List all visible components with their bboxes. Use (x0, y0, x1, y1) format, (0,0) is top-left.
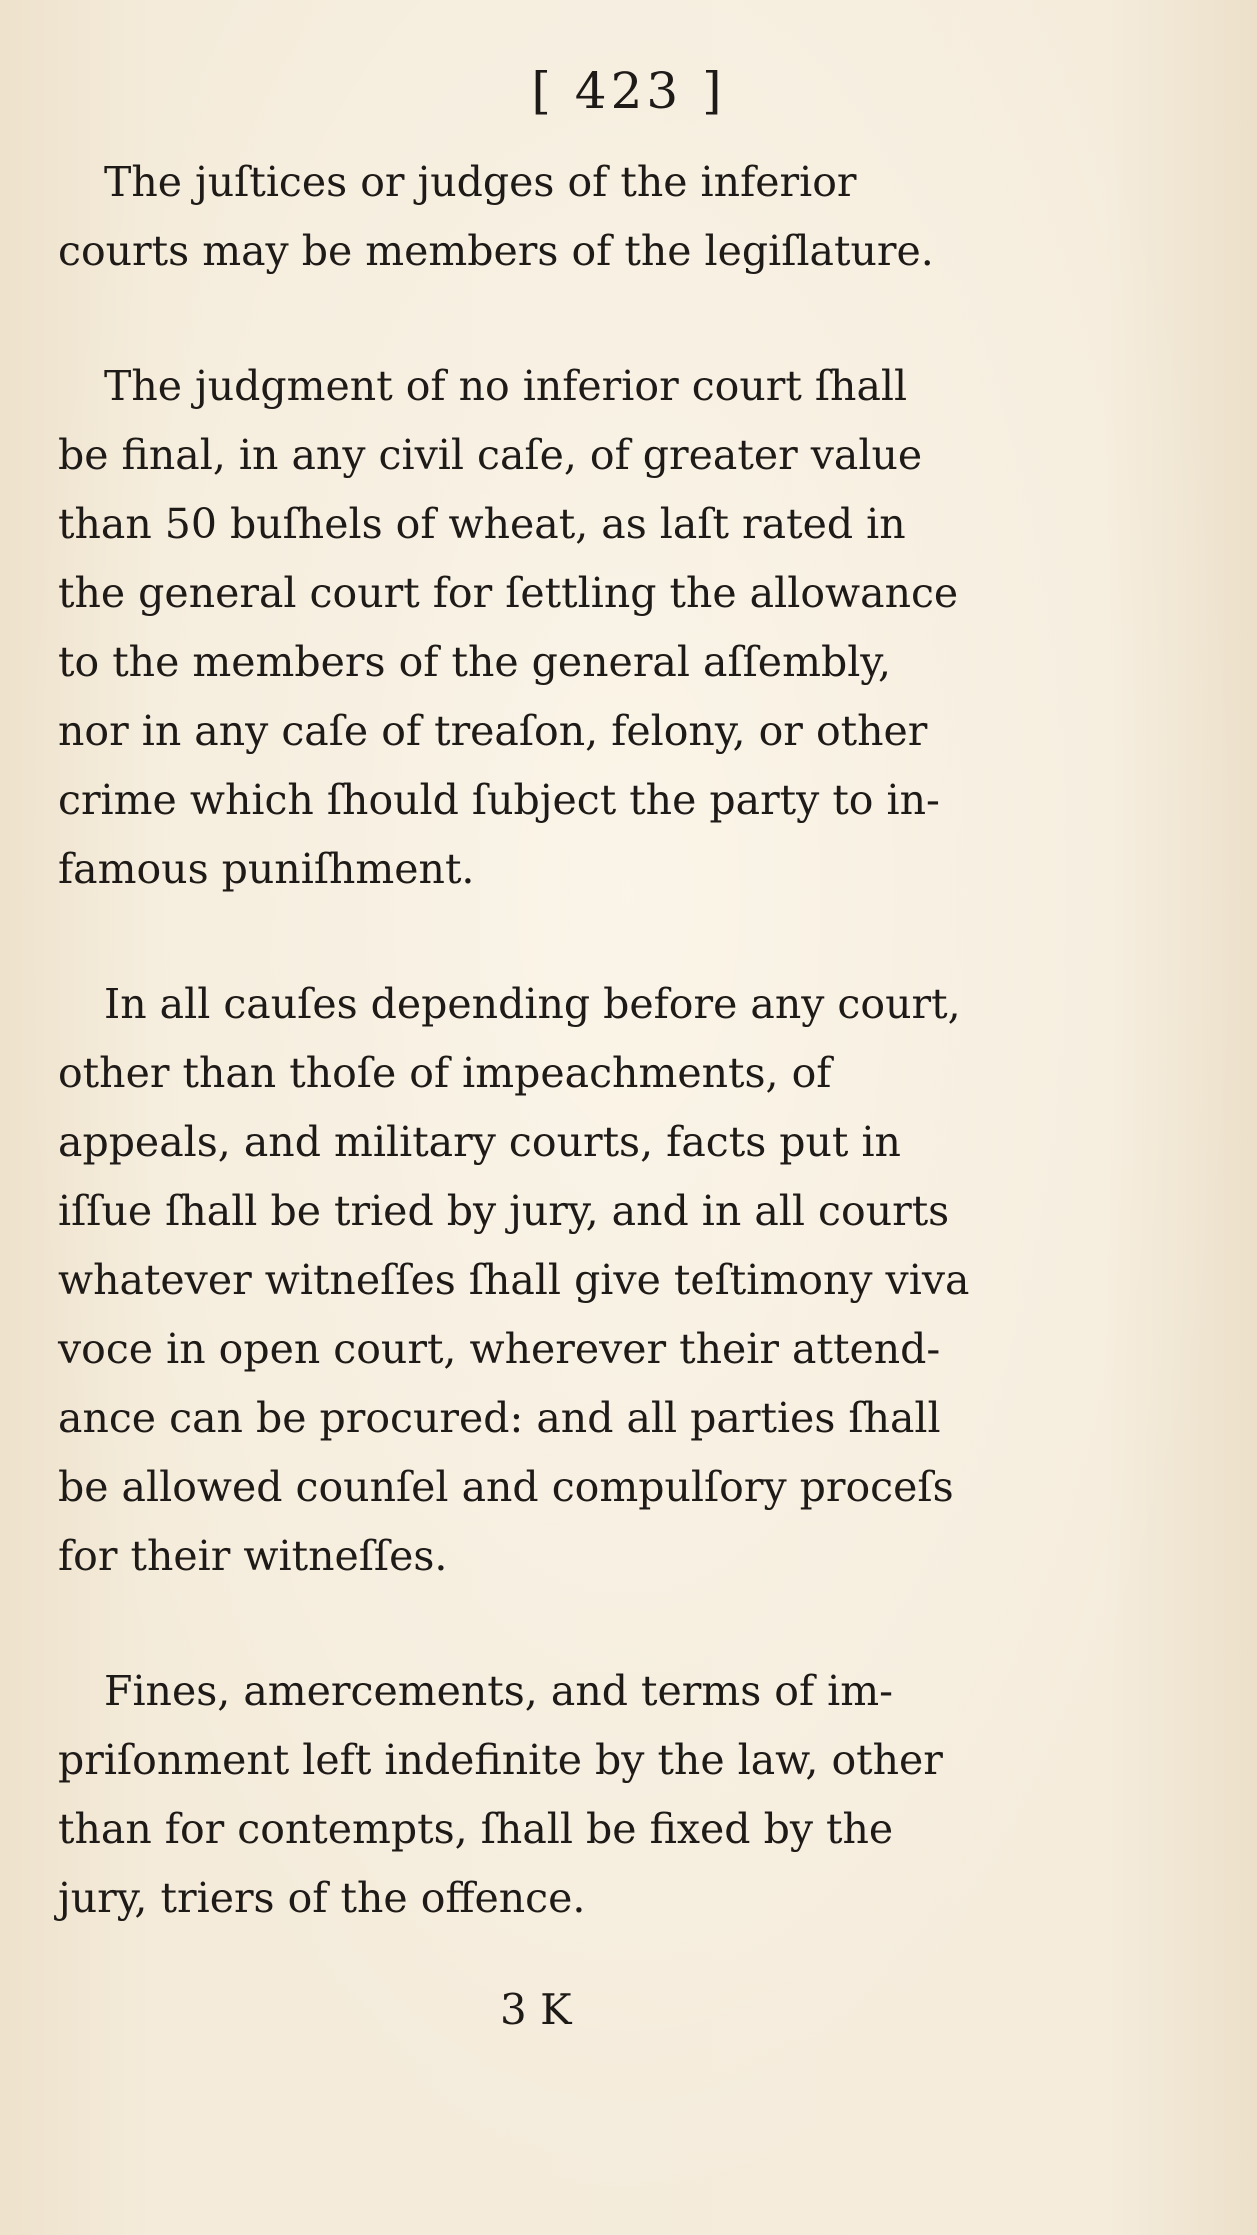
text-line: voce in open court, wherever their attend- (58, 1325, 941, 1373)
text-line: the general court for ſettling the allowance (58, 569, 959, 617)
paragraph-trial-by-jury (58, 970, 1058, 1591)
text-line: than 50 buſhels of wheat, as laſt rated in (58, 500, 906, 548)
text-line: appeals, and military courts, facts put in (58, 1118, 901, 1166)
body-text (58, 148, 1058, 1999)
text-line: crime which ſhould ſubject the party to in- (58, 776, 940, 824)
text-line: to the members of the general aſſembly, (58, 638, 892, 686)
text-line: The judgment of no inferior court ſhall (104, 362, 908, 410)
text-line: In all cauſes depending before any court, (104, 980, 961, 1028)
text-line: Fines, amercements, and terms of im- (104, 1667, 894, 1715)
text-line: jury, triers of the offence. (58, 1874, 586, 1922)
page-number: [ 423 ] (531, 62, 726, 120)
text-line: ance can be procured: and all parties ſhall (58, 1394, 941, 1442)
signature-mark: 3 K (500, 1985, 572, 2034)
text-line: whatever witneſſes ſhall give teſtimony viva (58, 1256, 970, 1304)
text-line: iſſue ſhall be tried by jury, and in all courts (58, 1187, 950, 1235)
text-line: for their witneſſes. (58, 1532, 448, 1580)
text-line: The juſtices or judges of the inferior (104, 158, 857, 206)
text-line: other than thoſe of impeachments, of (58, 1049, 832, 1097)
text-line: be final, in any civil caſe, of greater value (58, 431, 923, 479)
text-line: than for contempts, ſhall be fixed by the (58, 1805, 894, 1853)
text-line: courts may be members of the legiſlature. (58, 227, 934, 275)
text-line: priſonment left indefinite by the law, other (58, 1736, 943, 1784)
paragraph-judges-legislature (58, 148, 1058, 286)
text-line: famous puniſhment. (58, 845, 475, 893)
paragraph-fines-amercements (58, 1657, 1058, 1933)
paragraph-inferior-court-judgment (58, 352, 1058, 904)
text-line: be allowed counſel and compulſory proceſs (58, 1463, 954, 1511)
text-line: nor in any caſe of treaſon, felony, or other (58, 707, 928, 755)
